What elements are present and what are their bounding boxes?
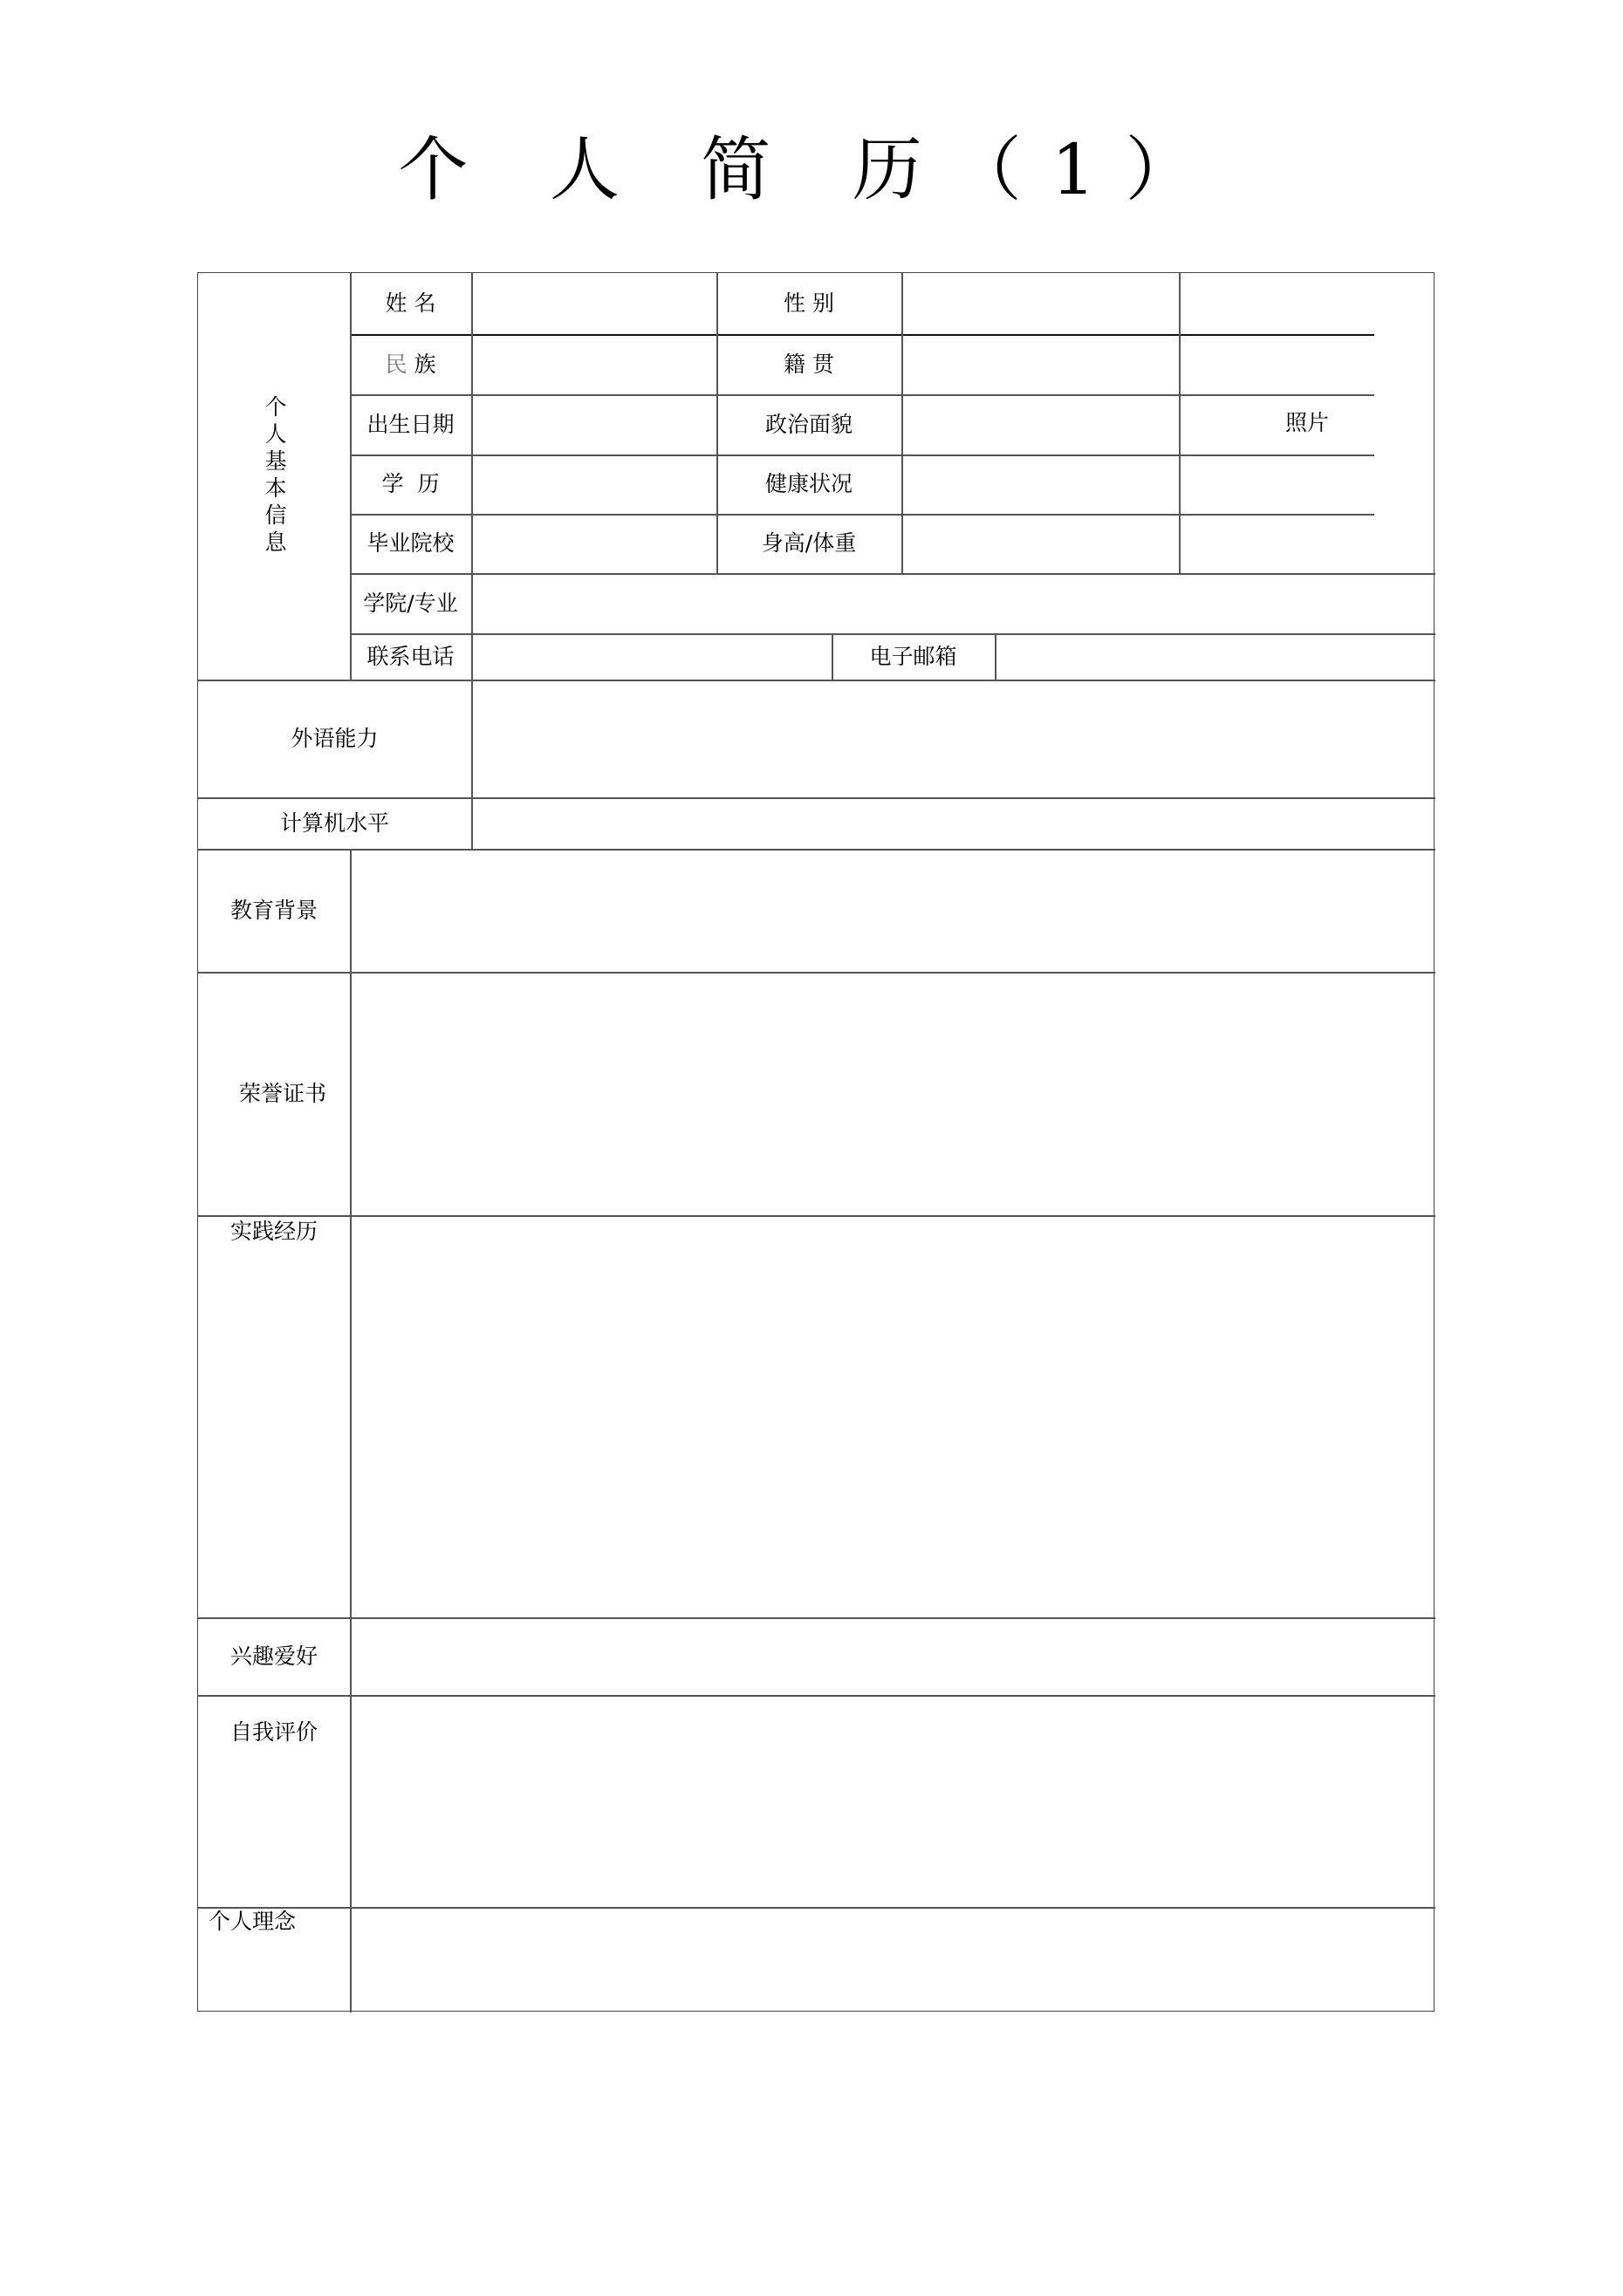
education-field[interactable] xyxy=(471,454,716,514)
foreign-language-field[interactable] xyxy=(471,680,1435,797)
phone-label: 联系电话 xyxy=(366,643,455,669)
personal-philosophy-label: 个人理念 xyxy=(209,1909,297,1934)
ethnicity-label-suffix: 族 xyxy=(407,351,436,377)
hobbies-field[interactable] xyxy=(350,1617,1435,1695)
education-label: 学 历 xyxy=(381,471,440,496)
phone-field[interactable] xyxy=(471,633,832,680)
photo-area[interactable]: 照片 xyxy=(1284,410,1329,435)
health-field[interactable] xyxy=(901,454,1179,514)
computer-level-label: 计算机水平 xyxy=(279,810,389,836)
native-place-field[interactable] xyxy=(901,334,1179,394)
practice-label: 实践经历 xyxy=(229,1219,318,1244)
email-field[interactable] xyxy=(995,633,1435,680)
ethnicity-label xyxy=(350,334,471,394)
email-label: 电子邮箱 xyxy=(869,643,957,669)
school-field[interactable] xyxy=(471,514,716,573)
birth-date-label: 出生日期 xyxy=(366,411,455,437)
self-evaluation-label: 自我评价 xyxy=(229,1719,318,1745)
school-label: 毕业院校 xyxy=(366,530,455,556)
page-title: 个 人 简 历（1） xyxy=(398,129,1225,210)
height-weight-label: 身高/体重 xyxy=(761,530,857,556)
college-major-field[interactable] xyxy=(471,573,1435,633)
name-field[interactable] xyxy=(471,273,716,334)
education-background-label: 教育背景 xyxy=(229,897,318,923)
political-status-label: 政治面貌 xyxy=(764,411,853,437)
self-evaluation-field[interactable] xyxy=(350,1695,1435,1907)
practice-field[interactable] xyxy=(350,1215,1435,1617)
gender-field[interactable] xyxy=(901,273,1179,334)
health-label: 健康状况 xyxy=(764,471,853,496)
name-label: 姓 名 xyxy=(385,290,436,316)
ethnicity-field[interactable] xyxy=(471,334,716,394)
foreign-language-label: 外语能力 xyxy=(291,725,379,751)
resume-form xyxy=(197,272,1435,2012)
native-place-label: 籍 贯 xyxy=(784,351,834,377)
height-weight-field[interactable] xyxy=(901,514,1179,573)
political-status-field[interactable] xyxy=(901,394,1179,454)
hobbies-label: 兴趣爱好 xyxy=(229,1643,318,1669)
basic-info-section-label: 个人基本信息 xyxy=(262,395,287,557)
personal-philosophy-field[interactable] xyxy=(350,1907,1435,2012)
birth-date-field[interactable] xyxy=(471,394,716,454)
honors-label: 荣誉证书 xyxy=(238,1080,326,1106)
gender-label: 性 别 xyxy=(784,290,834,316)
college-major-label: 学院/专业 xyxy=(363,590,458,616)
computer-level-field[interactable] xyxy=(471,797,1435,849)
ethnicity-label-prefix: 民 xyxy=(385,351,407,377)
honors-field[interactable] xyxy=(350,972,1435,1215)
education-background-field[interactable] xyxy=(350,849,1435,972)
